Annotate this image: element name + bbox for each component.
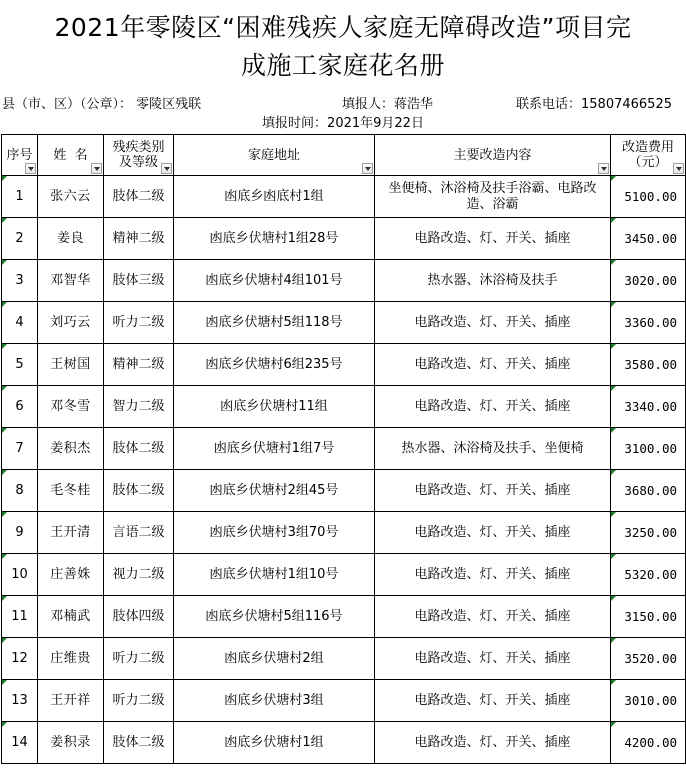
dropdown-filter-icon[interactable] <box>362 163 373 174</box>
cell-text: 肢体四级 <box>112 608 165 624</box>
row-index[interactable] <box>2 554 38 596</box>
cell-text: 凼底乡伏塘村2组45号 <box>209 482 339 498</box>
row-disability[interactable] <box>104 596 174 638</box>
row-index[interactable] <box>2 428 38 470</box>
row-content[interactable] <box>375 176 611 218</box>
row-address[interactable] <box>174 722 375 764</box>
table-row <box>2 428 686 470</box>
row-name[interactable] <box>38 176 104 218</box>
row-content[interactable] <box>375 260 611 302</box>
header-name: 姓 名 <box>38 135 104 176</box>
header-content: 主要改造内容 <box>375 135 611 176</box>
row-name[interactable] <box>38 260 104 302</box>
cell-text: 姜积录 <box>50 734 91 750</box>
green-triangle-icon <box>2 344 7 349</box>
table-row <box>2 638 686 680</box>
cell-text: 凼底乡伏塘村1组28号 <box>209 230 339 246</box>
cell-text: 3680.00 <box>624 482 677 498</box>
table-row <box>2 386 686 428</box>
cell-text: 庄维贵 <box>50 650 91 666</box>
cell-text: 凼底乡伏塘村11组 <box>220 398 328 414</box>
row-name[interactable] <box>38 554 104 596</box>
row-address[interactable] <box>174 428 375 470</box>
cell-text: 凼底乡伏塘村1组 <box>224 734 324 750</box>
green-triangle-icon <box>2 428 7 433</box>
green-triangle-icon <box>2 386 7 391</box>
row-fee[interactable] <box>611 512 686 554</box>
table-row <box>2 470 686 512</box>
table-header-row <box>2 135 686 176</box>
table-row <box>2 302 686 344</box>
green-triangle-icon <box>2 680 7 685</box>
green-triangle-icon <box>611 470 616 475</box>
cell-text: 王开清 <box>50 524 91 540</box>
row-address[interactable] <box>174 386 375 428</box>
cell-text: 3340.00 <box>624 398 677 414</box>
header-fee: 改造费用（元） <box>611 135 686 176</box>
row-content[interactable] <box>375 470 611 512</box>
cell-text: 4200.00 <box>624 734 677 750</box>
table-row <box>2 218 686 260</box>
table-row <box>2 722 686 764</box>
title-line-2: 成施工家庭花名册 <box>240 51 445 80</box>
phone-label: 联系电话：15807466525 <box>516 97 672 112</box>
row-content[interactable] <box>375 722 611 764</box>
row-address[interactable] <box>174 638 375 680</box>
green-triangle-icon <box>611 176 616 181</box>
row-name[interactable] <box>38 344 104 386</box>
cell-text: 听力二级 <box>112 692 165 708</box>
cell-text: 10 <box>11 566 28 582</box>
report-date: 填报时间：2021年9月22日 <box>262 116 424 131</box>
row-content[interactable] <box>375 302 611 344</box>
row-disability[interactable] <box>104 386 174 428</box>
green-triangle-icon <box>611 302 616 307</box>
cell-text: 肢体二级 <box>112 482 165 498</box>
cell-text: 5 <box>15 356 24 372</box>
row-content[interactable] <box>375 428 611 470</box>
row-fee[interactable] <box>611 722 686 764</box>
row-address[interactable] <box>174 344 375 386</box>
cell-text: 邓楠武 <box>50 608 91 624</box>
cell-text: 凼底乡伏塘村3组 <box>224 692 324 708</box>
table-row <box>2 554 686 596</box>
row-name[interactable] <box>38 218 104 260</box>
green-triangle-icon <box>611 428 616 433</box>
cell-text: 肢体三级 <box>112 272 165 288</box>
row-fee[interactable] <box>611 260 686 302</box>
cell-text: 2 <box>15 230 24 246</box>
cell-text: 王树国 <box>50 356 91 372</box>
row-content[interactable] <box>375 680 611 722</box>
row-name[interactable] <box>38 722 104 764</box>
cell-text: 电路改造、灯、开关、插座 <box>414 566 571 582</box>
header-address: 家庭地址 <box>174 135 375 176</box>
cell-text: 王开祥 <box>50 692 91 708</box>
row-disability[interactable] <box>104 344 174 386</box>
green-triangle-icon <box>2 596 7 601</box>
green-triangle-icon <box>611 386 616 391</box>
dropdown-filter-icon[interactable] <box>91 163 102 174</box>
green-triangle-icon <box>2 176 7 181</box>
row-content[interactable] <box>375 638 611 680</box>
row-index[interactable] <box>2 638 38 680</box>
row-fee[interactable] <box>611 218 686 260</box>
title-line-1: 2021年零陵区“困难残疾人家庭无障碍改造”项目完 <box>54 13 632 42</box>
dropdown-filter-icon[interactable] <box>673 163 684 174</box>
row-content[interactable] <box>375 344 611 386</box>
green-triangle-icon <box>2 722 7 727</box>
header-index: 序号 <box>2 135 38 176</box>
county-label: 县（市、区）（公章）： 零陵区残联 <box>2 97 202 112</box>
cell-text: 邓智华 <box>50 272 91 288</box>
cell-text: 6 <box>15 398 24 414</box>
row-index[interactable] <box>2 176 38 218</box>
green-triangle-icon <box>2 512 7 517</box>
green-triangle-icon <box>611 260 616 265</box>
cell-text: 姜积杰 <box>50 440 91 456</box>
row-disability[interactable] <box>104 638 174 680</box>
row-address[interactable] <box>174 302 375 344</box>
cell-text: 张六云 <box>50 188 91 204</box>
table-row <box>2 512 686 554</box>
row-name[interactable] <box>38 680 104 722</box>
cell-text: 1 <box>15 188 24 204</box>
cell-text: 凼底乡伏塘村5组118号 <box>205 314 343 330</box>
cell-text: 肢体二级 <box>112 734 165 750</box>
row-content[interactable] <box>375 218 611 260</box>
row-address[interactable] <box>174 512 375 554</box>
row-disability[interactable] <box>104 722 174 764</box>
green-triangle-icon <box>611 596 616 601</box>
row-fee[interactable] <box>611 176 686 218</box>
row-content[interactable] <box>375 596 611 638</box>
row-fee[interactable] <box>611 428 686 470</box>
row-address[interactable] <box>174 218 375 260</box>
cell-text: 精神二级 <box>112 356 165 372</box>
header-disability: 残疾类别及等级 <box>104 135 174 176</box>
green-triangle-icon <box>611 680 616 685</box>
row-name[interactable] <box>38 596 104 638</box>
row-disability[interactable] <box>104 218 174 260</box>
row-name[interactable] <box>38 638 104 680</box>
row-fee[interactable] <box>611 638 686 680</box>
cell-text: 3360.00 <box>624 314 677 330</box>
row-fee[interactable] <box>611 386 686 428</box>
cell-text: 13 <box>11 692 28 708</box>
cell-text: 坐便椅、沐浴椅及扶手浴霸、电路改造、浴霸 <box>388 180 597 212</box>
cell-text: 电路改造、灯、开关、插座 <box>414 608 571 624</box>
green-triangle-icon <box>611 722 616 727</box>
green-triangle-icon <box>611 512 616 517</box>
row-name[interactable] <box>38 302 104 344</box>
cell-text: 电路改造、灯、开关、插座 <box>414 356 571 372</box>
cell-text: 刘巧云 <box>50 314 91 330</box>
cell-text: 3250.00 <box>624 524 677 540</box>
row-index[interactable] <box>2 260 38 302</box>
cell-text: 12 <box>11 650 28 666</box>
cell-text: 电路改造、灯、开关、插座 <box>414 692 571 708</box>
green-triangle-icon <box>611 344 616 349</box>
cell-text: 3010.00 <box>624 692 677 708</box>
row-index[interactable] <box>2 218 38 260</box>
cell-text: 5100.00 <box>624 188 677 204</box>
row-name[interactable] <box>38 428 104 470</box>
cell-text: 7 <box>15 440 24 456</box>
row-disability[interactable] <box>104 470 174 512</box>
row-index[interactable] <box>2 722 38 764</box>
cell-text: 毛冬桂 <box>50 482 91 498</box>
row-content[interactable] <box>375 554 611 596</box>
cell-text: 14 <box>11 734 28 750</box>
row-index[interactable] <box>2 470 38 512</box>
cell-text: 凼底乡伏塘村1组7号 <box>213 440 335 456</box>
row-name[interactable] <box>38 386 104 428</box>
table-row <box>2 344 686 386</box>
info-row <box>2 96 686 114</box>
row-disability[interactable] <box>104 680 174 722</box>
green-triangle-icon <box>611 638 616 643</box>
cell-text: 电路改造、灯、开关、插座 <box>414 482 571 498</box>
row-fee[interactable] <box>611 596 686 638</box>
row-index[interactable] <box>2 344 38 386</box>
dropdown-filter-icon[interactable] <box>25 163 36 174</box>
cell-text: 热水器、沐浴椅及扶手 <box>427 272 558 288</box>
row-disability[interactable] <box>104 554 174 596</box>
row-address[interactable] <box>174 176 375 218</box>
green-triangle-icon <box>2 554 7 559</box>
cell-text: 庄善姝 <box>50 566 91 582</box>
row-address[interactable] <box>174 554 375 596</box>
row-disability[interactable] <box>104 428 174 470</box>
cell-text: 邓冬雪 <box>50 398 91 414</box>
cell-text: 凼底乡伏塘村2组 <box>224 650 324 666</box>
cell-text: 肢体二级 <box>112 440 165 456</box>
row-fee[interactable] <box>611 344 686 386</box>
row-disability[interactable] <box>104 260 174 302</box>
cell-text: 凼底乡伏塘村6组235号 <box>205 356 343 372</box>
row-index[interactable] <box>2 386 38 428</box>
cell-text: 姜良 <box>56 230 84 246</box>
cell-text: 精神二级 <box>112 230 165 246</box>
cell-text: 11 <box>11 608 28 624</box>
green-triangle-icon <box>2 218 7 223</box>
cell-text: 凼底乡伏塘村3组70号 <box>209 524 339 540</box>
cell-text: 凼底乡伏塘村5组116号 <box>205 608 343 624</box>
row-disability[interactable] <box>104 302 174 344</box>
row-name[interactable] <box>38 470 104 512</box>
table-row <box>2 176 686 218</box>
row-fee[interactable] <box>611 470 686 512</box>
green-triangle-icon <box>2 638 7 643</box>
cell-text: 电路改造、灯、开关、插座 <box>414 524 571 540</box>
row-index[interactable] <box>2 680 38 722</box>
household-table <box>1 134 686 764</box>
cell-text: 3 <box>15 272 24 288</box>
cell-text: 3580.00 <box>624 356 677 372</box>
row-fee[interactable] <box>611 554 686 596</box>
cell-text: 4 <box>15 314 24 330</box>
green-triangle-icon <box>611 554 616 559</box>
row-disability[interactable] <box>104 176 174 218</box>
cell-text: 5320.00 <box>624 566 677 582</box>
cell-text: 电路改造、灯、开关、插座 <box>414 650 571 666</box>
row-index[interactable] <box>2 302 38 344</box>
green-triangle-icon <box>611 218 616 223</box>
green-triangle-icon <box>2 260 7 265</box>
cell-text: 3150.00 <box>624 608 677 624</box>
cell-text: 听力二级 <box>112 650 165 666</box>
row-name[interactable] <box>38 512 104 554</box>
cell-text: 凼底乡伏塘村4组101号 <box>205 272 343 288</box>
cell-text: 凼底乡伏塘村1组10号 <box>209 566 339 582</box>
cell-text: 电路改造、灯、开关、插座 <box>414 314 571 330</box>
reporter-label: 填报人：蒋浩华 <box>342 97 434 112</box>
cell-text: 视力二级 <box>112 566 165 582</box>
cell-text: 热水器、沐浴椅及扶手、坐便椅 <box>401 440 584 456</box>
cell-text: 肢体二级 <box>112 188 165 204</box>
cell-text: 3450.00 <box>624 230 677 246</box>
row-content[interactable] <box>375 386 611 428</box>
cell-text: 言语二级 <box>112 524 165 540</box>
row-index[interactable] <box>2 512 38 554</box>
cell-text: 3520.00 <box>624 650 677 666</box>
cell-text: 听力二级 <box>112 314 165 330</box>
row-fee[interactable] <box>611 680 686 722</box>
dropdown-filter-icon[interactable] <box>161 163 172 174</box>
cell-text: 3020.00 <box>624 272 677 288</box>
cell-text: 电路改造、灯、开关、插座 <box>414 230 571 246</box>
green-triangle-icon <box>2 302 7 307</box>
row-content[interactable] <box>375 512 611 554</box>
cell-text: 凼底乡凼底村1组 <box>224 188 324 204</box>
table-row <box>2 260 686 302</box>
row-address[interactable] <box>174 470 375 512</box>
table-row <box>2 596 686 638</box>
cell-text: 电路改造、灯、开关、插座 <box>414 398 571 414</box>
dropdown-filter-icon[interactable] <box>598 163 609 174</box>
row-address[interactable] <box>174 596 375 638</box>
cell-text: 智力二级 <box>112 398 165 414</box>
cell-text: 9 <box>15 524 24 540</box>
row-address[interactable] <box>174 260 375 302</box>
row-fee[interactable] <box>611 302 686 344</box>
row-address[interactable] <box>174 680 375 722</box>
green-triangle-icon <box>2 470 7 475</box>
table-row <box>2 680 686 722</box>
cell-text: 8 <box>15 482 24 498</box>
cell-text: 3100.00 <box>624 440 677 456</box>
row-disability[interactable] <box>104 512 174 554</box>
cell-text: 电路改造、灯、开关、插座 <box>414 734 571 750</box>
row-index[interactable] <box>2 596 38 638</box>
